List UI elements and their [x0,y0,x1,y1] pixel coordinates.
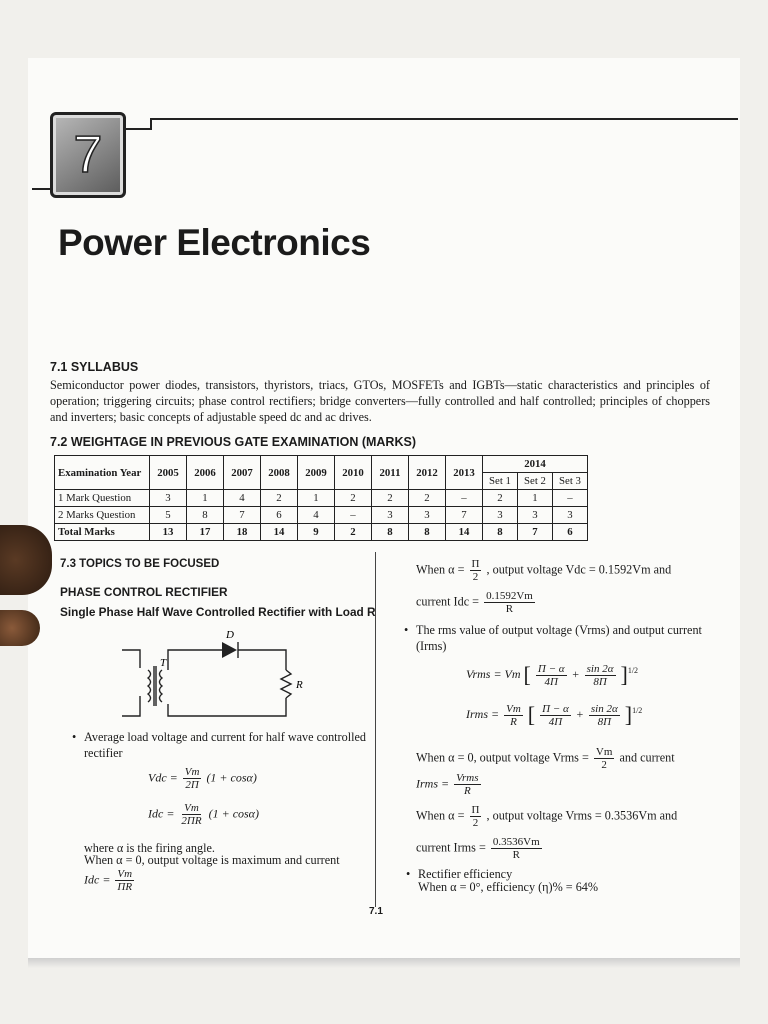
table-cell: 7 [224,507,261,524]
rms-bullet: • The rms value of output voltage (Vrms) and output current (Irms) [416,622,704,654]
chapter-number-badge [50,112,126,198]
half-wave-heading: Single Phase Half Wave Controlled Rectifier with Load R [60,605,376,619]
eq-idc-max: Idc = $\frac{Vm}{\Pi R}$ [84,868,133,893]
table-cell: 1 [187,490,224,507]
avg-bullet: • Average load voltage and current for half wave controlled rectifier [84,729,366,761]
table-year-cell: 2013 [446,456,483,490]
firing-angle-note: where α is the firing angle. [84,841,215,855]
table-set-cell: Set 3 [553,473,588,490]
table-cell: 13 [150,524,187,541]
table-cell: 3 [518,507,553,524]
table-cell: 4 [298,507,335,524]
syllabus-heading: 7.1 SYLLABUS [50,360,139,374]
when-pi2-line: When α = $\frac{\Pi}{2}$ , output voltage Vdc = 0.1592Vm and [416,558,672,583]
table-year-cell: 2005 [150,456,187,490]
table-cell: 2 [335,490,372,507]
page-number: 7.1 [369,906,383,917]
table-cell: 1 [518,490,553,507]
page-shadow [28,958,740,968]
header-rule [150,118,738,120]
phase-control-heading: PHASE CONTROL RECTIFIER [60,585,228,599]
table-row [55,490,588,507]
eq-idc: Idc = $\frac{Vm}{2\Pi R}$ (1 + cosα) [148,802,259,827]
table-row-label: 1 Mark Question [55,490,150,507]
table-year-cell: 2011 [372,456,409,490]
when-zero-rms-line: When α = 0, output voltage Vrms = $\frac{Vm}{2}$ and current [416,746,675,771]
table-year-cell: 2006 [187,456,224,490]
table-set-cell: Set 2 [518,473,553,490]
table-year-cell: 2012 [409,456,446,490]
eq-irms: Irms = $\frac{Vm}{R}$ [ $\frac{\Pi - \alpha}{4\Pi}$ + $\frac{\sin 2\alpha}{8\Pi}$ ]$^{1/2}$ [466,702,643,728]
table-cell: 14 [446,524,483,541]
header-rule-step [122,118,152,130]
transformer-label: T [160,657,167,669]
table-cell: 1 [298,490,335,507]
table-year-cell: 2008 [261,456,298,490]
efficiency-bullet: • Rectifier efficiency [418,866,512,882]
when-pi2-rms-line: When α = $\frac{\Pi}{2}$ , output voltage Vrms = 0.3536Vm and [416,804,678,829]
table-cell: 14 [261,524,298,541]
table-cell: 4 [224,490,261,507]
table-row-label: 2 Marks Question [55,507,150,524]
table-set-cell: Set 1 [483,473,518,490]
weightage-table [54,455,588,541]
efficiency-line: When α = 0°, efficiency (η)% = 64% [418,880,599,894]
table-cell: 7 [518,524,553,541]
table-cell: 7 [446,507,483,524]
table-year-cell: 2009 [298,456,335,490]
table-cell: – [446,490,483,507]
table-cell: 2 [372,490,409,507]
table-cell: 17 [187,524,224,541]
table-cell: 2 [409,490,446,507]
weightage-heading: 7.2 WEIGHTAGE IN PREVIOUS GATE EXAMINATION (MARKS) [50,435,416,449]
table-cell: 2 [261,490,298,507]
syllabus-text: Semiconductor power diodes, transistors, thyristors, triacs, GTOs, MOSFETs and IGBTs—static characteristics and principles of operation; triggering circuits; phase control rectifiers; bridge converters—fully controlled and half controlled; principles of choppers and inverters; basic concepts of adjustable speed dc and ac drives. [50,378,710,424]
diode-label: D [226,629,234,641]
table-year-cell: 2014 [483,456,588,473]
table-cell: 8 [372,524,409,541]
table-cell: 3 [372,507,409,524]
when-zero-note: When α = 0, output voltage is maximum and current [84,853,340,867]
table-cell: 5 [150,507,187,524]
table-cell: 3 [150,490,187,507]
eq-irms-zero: Irms = $\frac{\text{Vrms}}{R}$ [416,772,479,797]
eq-vrms: Vrms = Vm [ $\frac{\Pi - \alpha}{4\Pi}$ + $\frac{\sin 2\alpha}{8\Pi}$ ]$^{1/2}$ [466,662,639,688]
table-cell: 8 [187,507,224,524]
table-cell: 8 [409,524,446,541]
table-cell: 3 [409,507,446,524]
thumb-shadow [0,525,52,595]
half-wave-rectifier-circuit [110,626,310,726]
current-irms-line: current Irms = $\frac{0.3536Vm}{R}$ [416,836,540,861]
table-cell: 8 [483,524,518,541]
table-cell: 3 [483,507,518,524]
chapter-title: Power Electronics [58,222,371,263]
chapter-number: 7 [73,126,103,184]
table-cell: 3 [553,507,588,524]
table-year-cell: 2007 [224,456,261,490]
header-rule-left [32,188,52,190]
table-cell: – [335,507,372,524]
table-row-label: Total Marks [55,524,150,541]
table-header-cell: Examination Year [55,456,150,490]
table-header-row [55,456,588,473]
table-cell: 18 [224,524,261,541]
table-cell: 2 [335,524,372,541]
table-cell: 6 [261,507,298,524]
table-row [55,524,588,541]
table-row [55,507,588,524]
table-year-cell: 2010 [335,456,372,490]
finger-shadow [0,610,40,646]
table-cell: – [553,490,588,507]
topics-heading: 7.3 TOPICS TO BE FOCUSED [60,558,220,570]
table-cell: 2 [483,490,518,507]
diode-icon [222,642,237,658]
table-cell: 9 [298,524,335,541]
current-idc-line: current Idc = $\frac{0.1592Vm}{R}$ [416,590,533,615]
table-cell: 6 [553,524,588,541]
load-label: R [296,679,303,691]
eq-vdc: Vdc = $\frac{Vm}{2\Pi}$ (1 + cosα) [148,766,257,791]
